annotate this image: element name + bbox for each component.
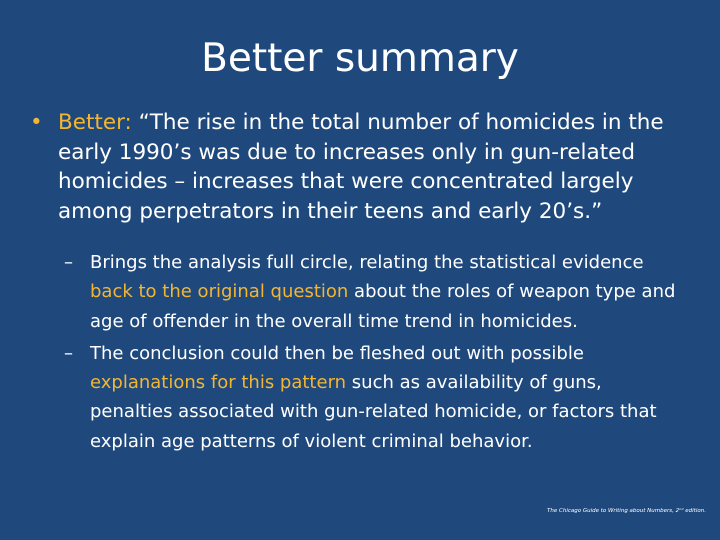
- bullet-text: “The rise in the total number of homicides in the early 1990’s was due to increases only in gun-related homicides – increases that were concentrated largely among perpetrators in their teens and early 20’s.”: [58, 110, 664, 224]
- sub-bullet-text: The conclusion could then be fleshed out with possible: [90, 342, 584, 364]
- footer-citation: The Chicago Guide to Writing about Numbers, 2ⁿᵈ edition.: [547, 508, 706, 514]
- sub-bullet: [64, 248, 689, 336]
- main-bullet: [30, 108, 700, 226]
- slide-title: Better summary: [201, 36, 519, 81]
- sub-bullet-marker: –: [64, 342, 73, 364]
- sub-bullet-marker: –: [64, 252, 73, 273]
- sub-bullet-highlight: back to the original question: [90, 281, 349, 303]
- sub-bullet-text: about the roles of weapon type and age of offender in the overall time trend in homicides.: [90, 281, 676, 332]
- sub-bullet: [64, 339, 689, 456]
- sub-bullet-highlight: explanations for this pattern: [90, 372, 347, 394]
- sub-bullet-text: such as availability of guns, penalties associated with gun-related homicide, or factors that explain age patterns of violent criminal behavior.: [90, 372, 657, 452]
- bullet-label: Better:: [58, 110, 132, 135]
- bullet-marker: •: [30, 110, 43, 135]
- sub-bullet-text: Brings the analysis full circle, relating the statistical evidence: [90, 252, 644, 273]
- sub-bullet-list: [64, 248, 689, 459]
